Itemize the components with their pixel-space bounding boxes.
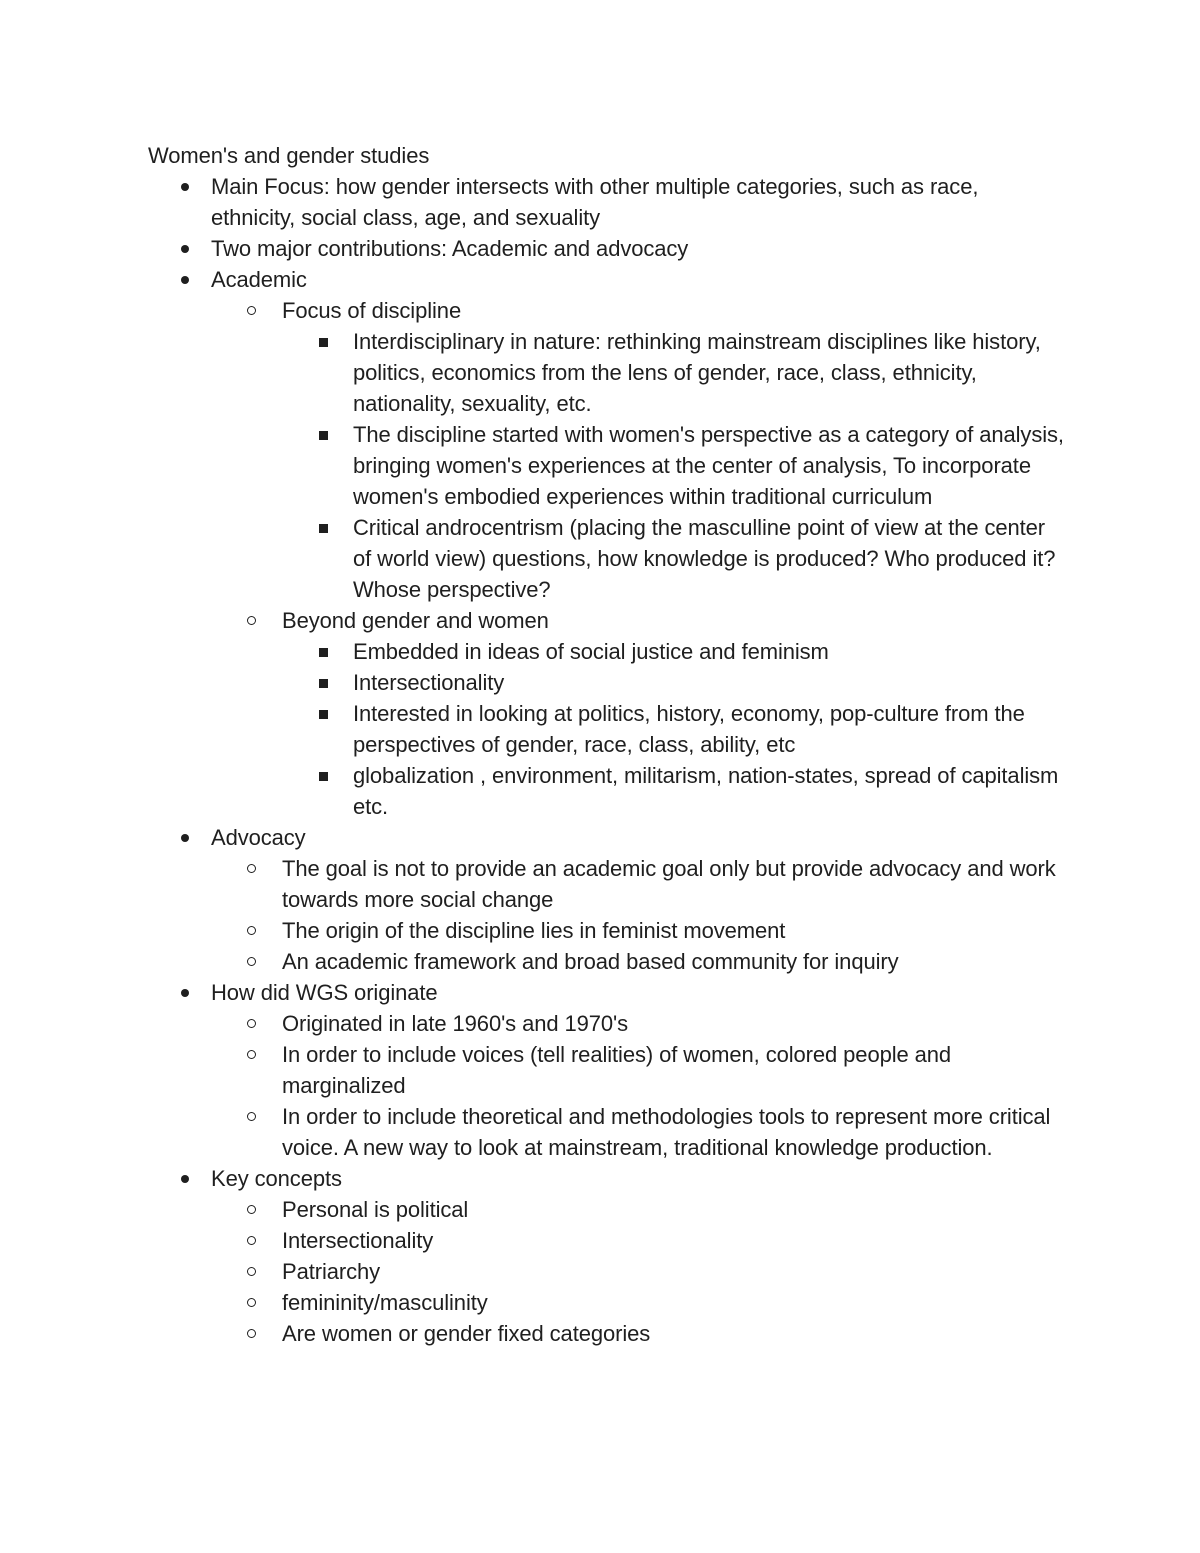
hollow-bullet-icon xyxy=(246,295,260,326)
list-item-level-1 xyxy=(148,1163,1068,1349)
hollow-bullet-icon xyxy=(246,605,260,636)
list-item-text: Focus of discipline xyxy=(282,298,462,323)
filled-bullet-icon xyxy=(178,1163,190,1194)
list-item-text: Interested in looking at politics, history, economy, pop-culture from the perspectives of gender, race, class, ability, etc xyxy=(353,701,1025,757)
square-bullet-icon xyxy=(319,326,331,357)
list-item-level-2 xyxy=(211,915,1068,946)
list-item-level-1 xyxy=(148,233,1068,264)
list-item-level-3 xyxy=(282,760,1068,822)
square-bullet-icon xyxy=(319,698,331,729)
list-item-text: An academic framework and broad based community for inquiry xyxy=(282,949,899,974)
filled-bullet-icon xyxy=(178,977,190,1008)
list-item-text: The discipline started with women's perspective as a category of analysis, bringing women's experiences at the center of analysis, To incorporate women's embodied experiences within traditional curriculum xyxy=(353,422,1064,509)
hollow-bullet-icon xyxy=(246,946,260,977)
list-item-text: Intersectionality xyxy=(282,1228,434,1253)
square-bullet-icon xyxy=(319,512,331,543)
list-item-text: Key concepts xyxy=(211,1166,342,1191)
document-body xyxy=(148,140,1068,1349)
list-item-text: Interdisciplinary in nature: rethinking mainstream disciplines like history, politics, economics from the lens of gender, race, class, ethnicity, nationality, sexuality, etc. xyxy=(353,329,1041,416)
hollow-bullet-icon xyxy=(246,1039,260,1070)
nested-list-level-3 xyxy=(282,326,1068,605)
list-item-level-3 xyxy=(282,698,1068,760)
list-item-text: Intersectionality xyxy=(353,670,505,695)
nested-list-level-2 xyxy=(211,853,1068,977)
list-item-level-2 xyxy=(211,1318,1068,1349)
filled-bullet-icon xyxy=(178,171,190,202)
outline-list xyxy=(148,171,1068,1349)
hollow-bullet-icon xyxy=(246,915,260,946)
square-bullet-icon xyxy=(319,760,331,791)
list-item-text: Originated in late 1960's and 1970's xyxy=(282,1011,629,1036)
list-item-level-3 xyxy=(282,636,1068,667)
hollow-bullet-icon xyxy=(246,1287,260,1318)
hollow-bullet-icon xyxy=(246,1225,260,1256)
list-item-text: femininity/masculinity xyxy=(282,1290,488,1315)
list-item-level-1 xyxy=(148,264,1068,822)
nested-list-level-2 xyxy=(211,1194,1068,1349)
list-item-level-2 xyxy=(211,605,1068,822)
nested-list-level-2 xyxy=(211,295,1068,822)
list-item-text: Patriarchy xyxy=(282,1259,381,1284)
nested-list-level-3 xyxy=(282,636,1068,822)
list-item-level-2 xyxy=(211,1008,1068,1039)
document-title: Women's and gender studies xyxy=(148,143,430,168)
list-item-level-2 xyxy=(211,1287,1068,1318)
list-item-level-2 xyxy=(211,946,1068,977)
list-item-level-2 xyxy=(211,1194,1068,1225)
list-item-text: In order to include theoretical and methodologies tools to represent more critical voice. A new way to look at mainstream, traditional knowledge production. xyxy=(282,1104,1051,1160)
list-item-text: Embedded in ideas of social justice and feminism xyxy=(353,639,829,664)
hollow-bullet-icon xyxy=(246,1008,260,1039)
list-item-text: How did WGS originate xyxy=(211,980,438,1005)
list-item-level-2 xyxy=(211,295,1068,605)
list-item-text: The goal is not to provide an academic goal only but provide advocacy and work towards more social change xyxy=(282,856,1056,912)
list-item-level-2 xyxy=(211,1225,1068,1256)
filled-bullet-icon xyxy=(178,264,190,295)
list-item-level-2 xyxy=(211,1256,1068,1287)
list-item-level-3 xyxy=(282,512,1068,605)
list-item-text: globalization , environment, militarism, nation-states, spread of capitalism etc. xyxy=(353,763,1059,819)
list-item-level-2 xyxy=(211,1039,1068,1101)
list-item-text: Beyond gender and women xyxy=(282,608,549,633)
list-item-text: Main Focus: how gender intersects with other multiple categories, such as race, ethnicity, social class, age, and sexuality xyxy=(211,174,979,230)
hollow-bullet-icon xyxy=(246,1194,260,1225)
filled-bullet-icon xyxy=(178,822,190,853)
list-item-level-2 xyxy=(211,853,1068,915)
nested-list-level-2 xyxy=(211,1008,1068,1163)
list-item-level-1 xyxy=(148,171,1068,233)
hollow-bullet-icon xyxy=(246,1318,260,1349)
list-item-level-1 xyxy=(148,977,1068,1163)
square-bullet-icon xyxy=(319,636,331,667)
hollow-bullet-icon xyxy=(246,1256,260,1287)
list-item-text: Academic xyxy=(211,267,307,292)
list-item-text: The origin of the discipline lies in feminist movement xyxy=(282,918,786,943)
list-item-level-3 xyxy=(282,326,1068,419)
list-item-text: Critical androcentrism (placing the masculline point of view at the center of world view) questions, how knowledge is produced? Who produced it? Whose perspective? xyxy=(353,515,1056,602)
square-bullet-icon xyxy=(319,667,331,698)
list-item-level-3 xyxy=(282,419,1068,512)
hollow-bullet-icon xyxy=(246,1101,260,1132)
filled-bullet-icon xyxy=(178,233,190,264)
list-item-level-1 xyxy=(148,822,1068,977)
list-item-level-2 xyxy=(211,1101,1068,1163)
list-item-text: In order to include voices (tell realities) of women, colored people and marginalized xyxy=(282,1042,952,1098)
list-item-text: Personal is political xyxy=(282,1197,469,1222)
list-item-text: Are women or gender fixed categories xyxy=(282,1321,651,1346)
list-item-text: Two major contributions: Academic and advocacy xyxy=(211,236,689,261)
list-item-text: Advocacy xyxy=(211,825,306,850)
hollow-bullet-icon xyxy=(246,853,260,884)
list-item-level-3 xyxy=(282,667,1068,698)
square-bullet-icon xyxy=(319,419,331,450)
